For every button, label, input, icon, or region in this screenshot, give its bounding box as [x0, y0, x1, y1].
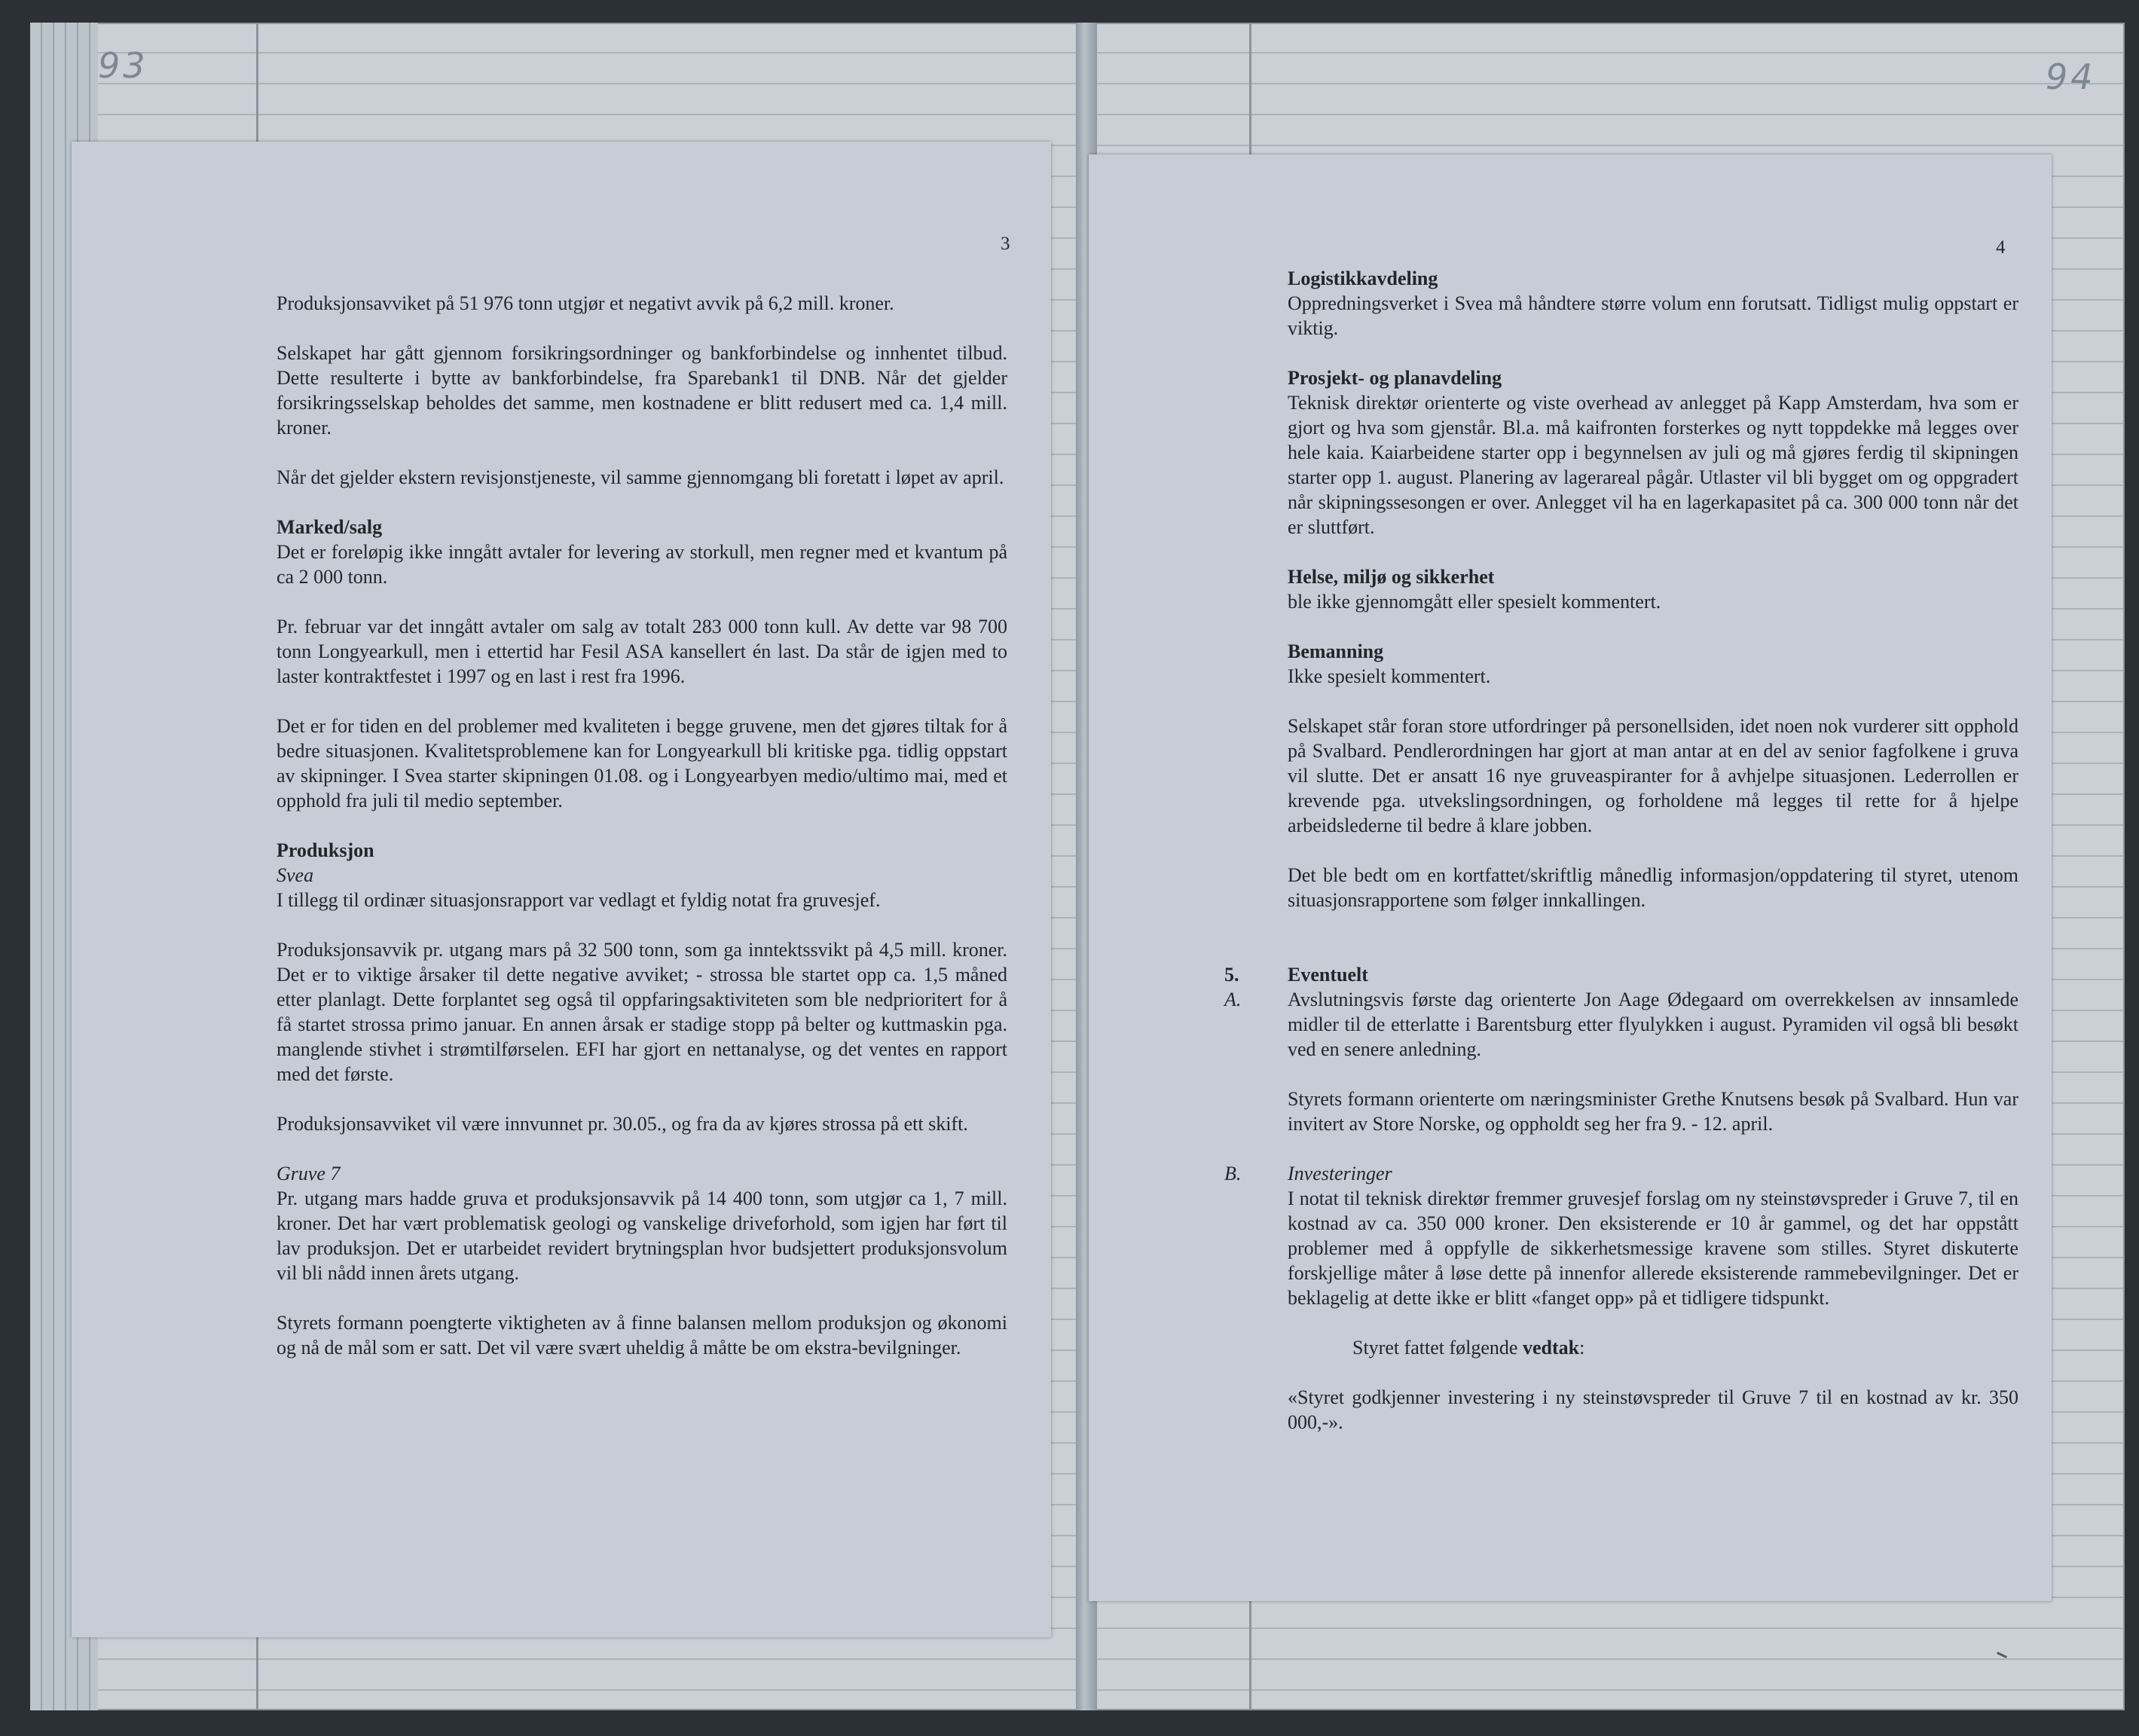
paragraph: Pr. utgang mars hadde gruva et produksjonsavvik på 14 400 tonn, som utgjør ca 1, 7 mill. kroner. Det har vært problematisk geologi og vanskelige driveforhold, som igjen har ført til lav produksjon. Det er utarbeidet revidert brytningsplan hvor budsjettert produksjonsvolum vil bli nådd innen årets utgang. — [277, 1187, 1007, 1284]
section-heading-prosjekt: Prosjekt- og planavdeling — [1288, 367, 1502, 389]
left-minutes-sheet — [72, 142, 1051, 1637]
vedtak-lead: Styret fattet følgende — [1352, 1337, 1523, 1359]
page-number: 4 — [1996, 237, 2006, 258]
agenda-subitem-b — [1224, 1161, 2018, 1310]
paragraph: Oppredningsverket i Svea må håndtere større volum enn forutsatt. Tidligst mulig oppstart er viktig. — [1288, 292, 2018, 339]
vedtak-colon: : — [1579, 1337, 1585, 1359]
left-folio-number: 93 — [98, 45, 148, 86]
paragraph: I tillegg til ordinær situasjonsrapport var vedlagt et fyldig notat fra gruvesjef. — [277, 889, 881, 911]
paragraph: Selskapet står foran store utfordringer på personellsiden, idet noen nok vurderer sitt opphold på Svalbard. Pendlerordningen har gjort at man antar at en del av senior fagfolkene i gruva vil slutte. Det er ansatt 16 nye gruveaspiranter for å avhjelpe situasjonen. Lederrollen er krevende pga. utvekslingsordningen, og forholdene må legges til rette for å hjelpe arbeidslederne til bedre å klare jobben. — [1288, 715, 2018, 836]
section-heading-helse: Helse, miljø og sikkerhet — [1288, 566, 1495, 588]
paragraph: I notat til teknisk direktør fremmer gruvesjef forslag om ny steinstøvspreder i Gruve 7, til en kostnad av ca. 350 000 kroner. Den eksisterende er 10 år gammel, og det har oppstått problemer med å oppfylle de sikkerhetsmessige kravene som stilles. Styret diskuterte forskjellige måter å løse dette på innenfor allerede eksisterende rammebevilgninger. Det er beklagelig at dette ikke er blitt «fanget opp» på et tidligere tidspunkt. — [1288, 1187, 2018, 1309]
paragraph: Produksjonsavvik pr. utgang mars på 32 500 tonn, som ga inntektssvikt på 4,5 mill. kroner. Det er to viktige årsaker til dette negative avviket; - strossa ble startet opp ca. 1,5 måned etter planlagt. Dette forplantet seg også til oppfaringsaktiviteten som ble nedprioritert for å få startet strossa primo januar. En annen årsak er stadige stopp på belter og kuttmaskin pga. manglende stivhet i strømtilførselen. EFI har gjort en nettanalyse, og det ventes en rapport med det første. — [277, 939, 1007, 1085]
vedtak-intro — [1288, 1335, 2018, 1360]
page-number: 3 — [1001, 234, 1010, 254]
right-sheet-text — [1224, 266, 2018, 1459]
paragraph: Styrets formann poengterte viktigheten av å finne balansen mellom produksjon og økonomi og nå de mål som er satt. Det vil være svært uheldig å måtte be om ekstra-bevilgninger. — [277, 1312, 1007, 1359]
paragraph: Selskapet har gått gjennom forsikringsordninger og bankforbindelse og innhentet tilbud. Dette resulterte i bytte av bankforbindelse, fra Sparebank1 til DNB. Når det gjelder forsikringsselskap beholdes det samme, men kostnadene er blitt redusert med ca. 1,4 mill. kroner. — [277, 342, 1007, 439]
vedtak-word: vedtak — [1522, 1337, 1580, 1359]
section-heading-bemanning: Bemanning — [1288, 640, 1384, 662]
section-heading-produksjon: Produksjon — [277, 839, 374, 861]
paragraph: Det er foreløpig ikke inngått avtaler for levering av storkull, men regner med et kvantum på ca 2 000 tonn. — [277, 541, 1007, 588]
paragraph: Pr. februar var det inngått avtaler om salg av totalt 283 000 tonn kull. Av dette var 98 700 tonn Longyearkull, men i ettertid har Fesil ASA kansellert én last. Da står de igjen med to laster kontraktfestet i 1997 og en last i rest fra 1996. — [277, 616, 1007, 687]
section-heading-logistikk: Logistikkavdeling — [1288, 267, 1438, 289]
paragraph: ble ikke gjennomgått eller spesielt kommentert. — [1288, 591, 1661, 613]
paragraph: Det ble bedt om en kortfattet/skriftlig månedlig informasjon/oppdatering til styret, utenom situasjonsrapportene som følger innkallingen. — [1288, 864, 2018, 911]
paragraph: Når det gjelder ekstern revisjonstjeneste, vil samme gjennomgang bli foretatt i løpet av april. — [277, 466, 1004, 488]
subheading-svea: Svea — [277, 864, 314, 886]
resolution-text: «Styret godkjenner investering i ny steinstøvspreder til Gruve 7 til en kostnad av kr. 350 000,-». — [1288, 1386, 2018, 1433]
paragraph: Produksjonsavviket vil være innvunnet pr. 30.05., og fra da av kjøres strossa på ett skift. — [277, 1113, 968, 1135]
subitem-letter: B. — [1224, 1163, 1242, 1184]
agenda-item-5 — [1224, 962, 2018, 987]
item-number: 5. — [1224, 964, 1239, 986]
paragraph: Ikke spesielt kommentert. — [1288, 665, 1491, 687]
section-heading-eventuelt: Eventuelt — [1288, 964, 1368, 986]
paragraph: Styrets formann orienterte om næringsminister Grethe Knutsens besøk på Svalbard. Hun var invitert av Store Norske, og oppholdt seg her fra 9. - 12. april. — [1288, 1088, 2018, 1135]
paragraph: Teknisk direktør orienterte og viste overhead av anlegget på Kapp Amsterdam, hva som er gjort og hva som gjenstår. Bl.a. må kaifronten forsterkes og nytt toppdekke må legges over hele kaia. Kaiarbeidene starter opp i begynnelsen av juli og må gjøres ferdig til skipningen starter opp 1. august. Planering av lagerareal pågår. Utlaster vil bli bygget om og oppgradert når skipningssesongen er over. Anlegget vil ha en lagerkapasitet på ca. 300 000 tonn når det er sluttført. — [1288, 392, 2018, 538]
right-folio-number: 94 — [2046, 57, 2096, 97]
left-sheet-text — [277, 291, 1007, 1385]
paragraph: Produksjonsavviket på 51 976 tonn utgjør et negativt avvik på 6,2 mill. kroner. — [277, 292, 894, 314]
subheading-gruve-7: Gruve 7 — [277, 1163, 341, 1184]
agenda-subitem-a — [1224, 987, 2018, 1062]
right-minutes-sheet — [1089, 154, 2052, 1601]
paragraph: Det er for tiden en del problemer med kvaliteten i begge gruvene, men det gjøres tiltak for å bedre situasjonen. Kvalitetsproblemene kan for Longyearkull bli kritiske pga. tidlig oppstart av skipninger. I Svea starter skipningen 01.08. og i Longyearbyen medio/ultimo mai, med et opphold fra juli til medio september. — [277, 715, 1007, 811]
paragraph: Avslutningsvis første dag orienterte Jon Aage Ødegaard om overrekkelsen av innsamlede midler til de etterlatte i Barentsburg etter flyulykken i august. Pyramiden vil også bli besøkt ved en senere anledning. — [1288, 989, 2018, 1060]
section-heading-marked: Marked/salg — [277, 516, 383, 538]
subheading-investeringer: Investeringer — [1288, 1163, 1392, 1184]
subitem-letter: A. — [1224, 989, 1242, 1010]
